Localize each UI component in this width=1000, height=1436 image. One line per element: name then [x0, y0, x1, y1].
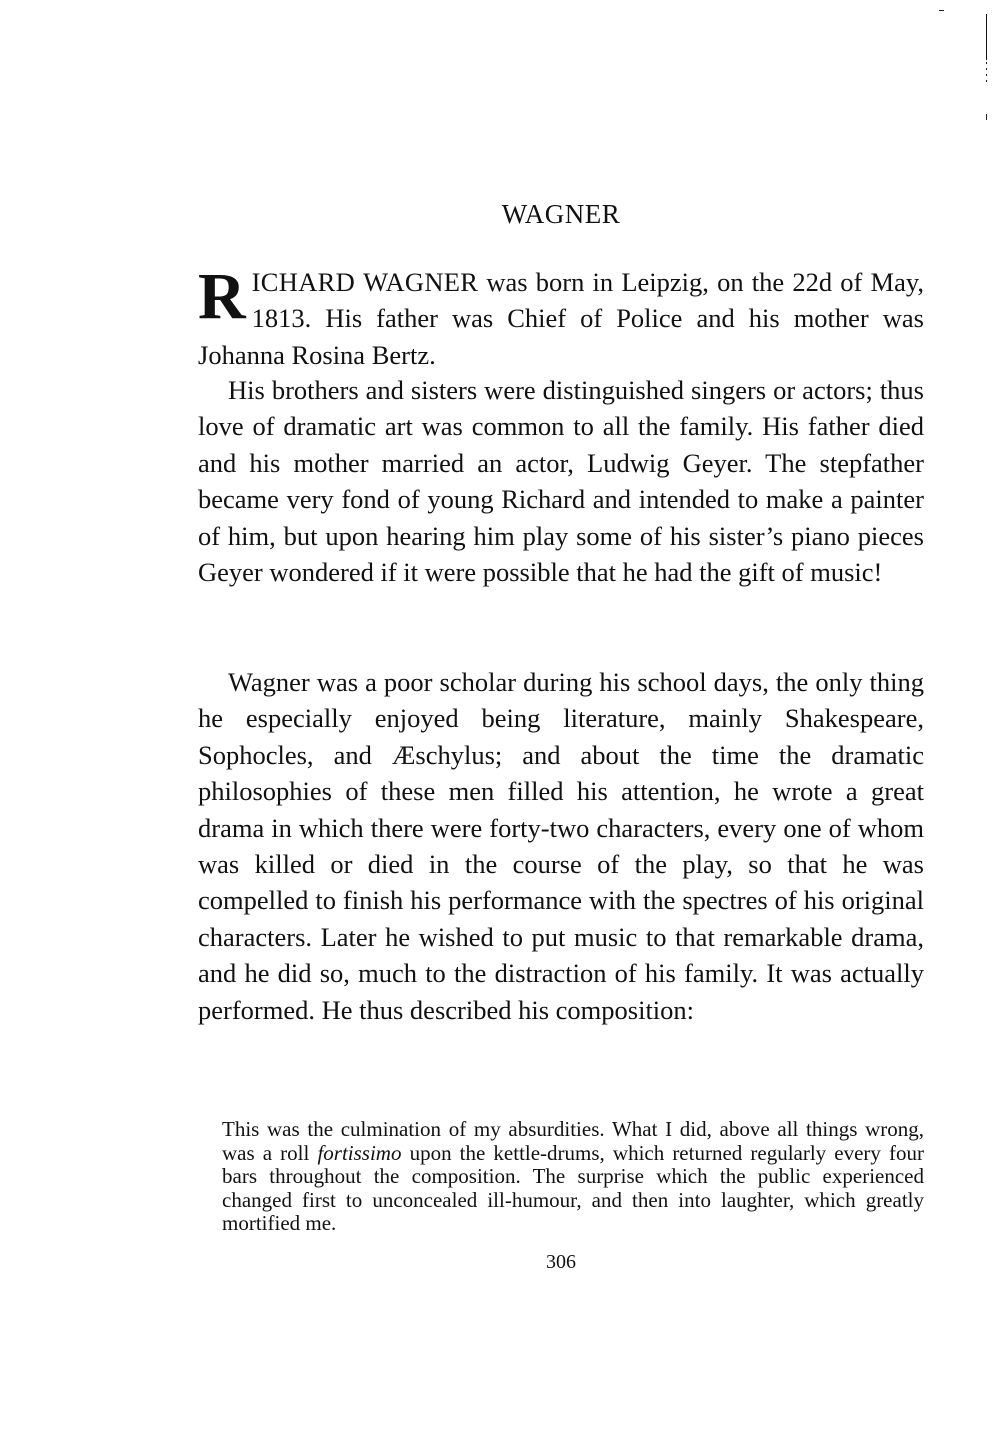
page-number: 306 — [546, 1251, 576, 1273]
paragraph-text: His brothers and sisters were distinguished singers or actors; thus love of dramatic art was common to all the family. His father died and his mother married an actor, Ludwig Geyer. The stepfather became very fond of young Richard and intended to make a painter of him, but upon hearing him play some of his sister’s piano pieces Geyer wondered if it were possible that he had the gift of music! — [198, 375, 924, 588]
lead-name: ICHARD WAGNER — [251, 267, 479, 297]
scan-artifact — [986, 14, 987, 60]
block-quote — [222, 1118, 924, 1236]
quote-text: This was the culmination of my absurdities. What I did, above all things wrong, was a roll — [222, 1117, 924, 1165]
drop-cap: R — [198, 260, 246, 333]
paragraph-family — [198, 372, 924, 590]
paragraph-text: was born in Leipzig, on the 22d of May, 1813. His father was Chief of Police and his mother was Johanna Rosina Bertz. — [198, 267, 925, 370]
scan-artifact — [939, 10, 944, 11]
paragraph-school — [198, 664, 924, 1028]
scan-artifact — [986, 62, 987, 86]
quote-italic-term: fortissimo — [317, 1140, 402, 1165]
scan-artifact — [986, 114, 987, 120]
paragraph-text: Wagner was a poor scholar during his school days, the only thing he especially enjoyed being literature, mainly Shakespeare, Sophocles, and Æschylus; and about the time the dramatic philosophies of these men filled his attention, he wrote a great drama in which there were forty-two characters, every one of whom was killed or died in the course of the play, so that he was compelled to finish his performance with the spectres of his original characters. Later he wished to put music to that remarkable drama, and he did so, much to the distraction of his family. It was actually performed. He thus described his composition: — [198, 667, 924, 1025]
quote-text: upon the kettle-drums, which returned regularly every four bars throughout the composition. The surprise which the public experienced changed first to unconcealed ill-humour, and then into laughter, which greatly mortified me. — [222, 1140, 924, 1236]
chapter-title: WAGNER — [501, 199, 621, 229]
paragraph-intro — [198, 260, 925, 373]
